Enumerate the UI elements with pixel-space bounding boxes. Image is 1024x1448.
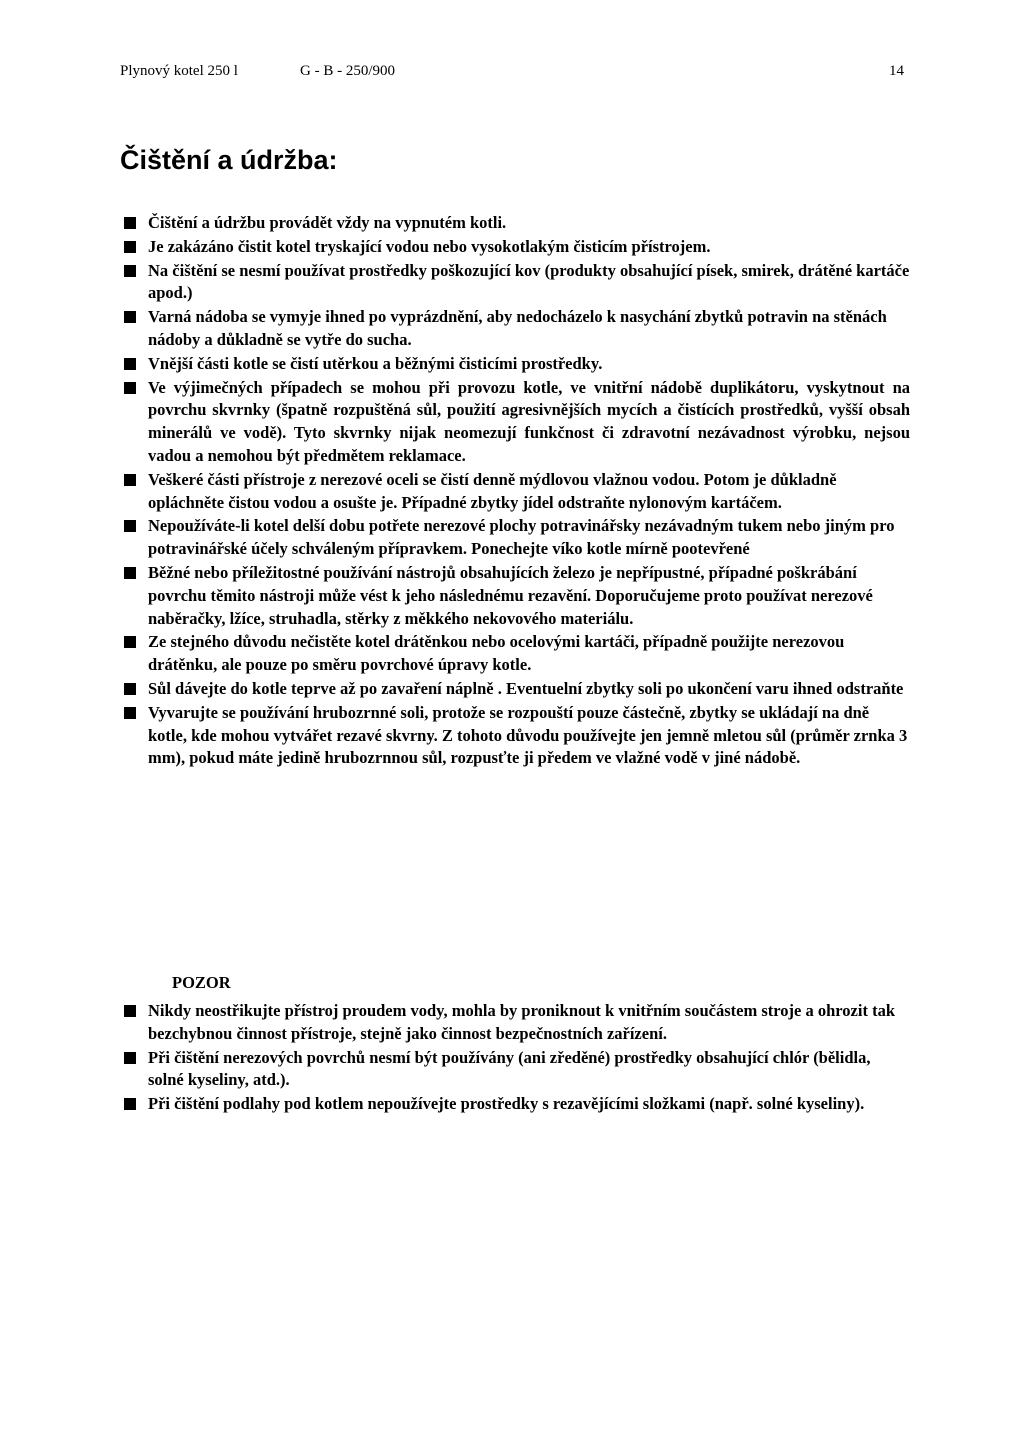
square-bullet-icon (124, 1098, 136, 1110)
list-item (124, 678, 910, 701)
header-model-number: G - B - 250/900 (300, 63, 395, 79)
list-item (124, 702, 910, 770)
list-item (124, 1047, 910, 1093)
list-item (124, 1093, 910, 1116)
list-item-text: Nikdy neostřikujte přístroj proudem vody, mohla by proniknout k vnitřním součástem stroje a ohrozit tak bezchybnou činnost přístroje, stejně jako činnost bezpečnostních zařízení. (148, 1001, 895, 1043)
list-item (124, 562, 910, 630)
square-bullet-icon (124, 636, 136, 648)
list-item-text: Veškeré části přístroje z nerezové oceli se čistí denně mýdlovou vlažnou vodou. Potom je důkladně opláchněte čistou vodou a osušte je. Případné zbytky jídel odstraňte nylonovým kartáčem. (148, 469, 837, 512)
list-item (124, 353, 910, 376)
warning-list (124, 1000, 910, 1117)
square-bullet-icon (124, 358, 136, 370)
list-item (124, 1000, 910, 1046)
square-bullet-icon (124, 241, 136, 253)
header-page-number: 14 (889, 63, 904, 79)
square-bullet-icon (124, 311, 136, 323)
warning-title: POZOR (172, 973, 231, 992)
list-item-text: Varná nádoba se vymyje ihned po vyprázdnění, aby nedocházelo k nasychání zbytků potravin na stěnách nádoby a důkladně se vytře do sucha. (148, 307, 887, 349)
list-item-text: Vnější části kotle se čistí utěrkou a běžnými čisticími prostředky. (148, 353, 603, 373)
square-bullet-icon (124, 707, 136, 719)
page-header (120, 63, 904, 85)
list-item-text: Vyvarujte se používání hrubozrnné soli, protože se rozpouští pouze částečně, zbytky se ukládají na dně kotle, kde mohou vytvářet rezavé skvrny. Z tohoto důvodu používejte jen jemně mletou sůl (průměr zrnka 3 mm), pokud máte jedině hrubozrnnou sůl, rozpusťte ji předem ve vlažné vodě v jiné nádobě. (148, 702, 908, 768)
list-item-text: Běžné nebo příležitostné používání nástrojů obsahujících železo je nepřípustné, případné poškrábání povrchu těmito nástroji může vést k jeho následnému rezavění. Doporučujeme proto používat nerezové naběračky, lžíce, struhadla, stěrky z měkkého nekovového materiálu. (148, 562, 873, 628)
square-bullet-icon (124, 520, 136, 532)
header-product-name: Plynový kotel 250 l (120, 63, 238, 79)
list-item-text: Čištění a údržbu provádět vždy na vypnutém kotli. (148, 213, 507, 232)
list-item-text: Při čištění nerezových povrchů nesmí být používány (ani zředěné) prostředky obsahující chlór (bělidla, solné kyseliny, atd.). (148, 1047, 871, 1090)
list-item-text: Ze stejného důvodu nečistěte kotel drátěnkou nebo ocelovými kartáči, případně použijte nerezovou drátěnku, ale pouze po směru povrchové úpravy kotle. (148, 632, 845, 675)
list-item-text: Je zakázáno čistit kotel tryskající vodou nebo vysokotlakým čisticím přístrojem. (148, 236, 711, 256)
list-item (124, 469, 910, 515)
square-bullet-icon (124, 217, 136, 229)
list-item (124, 377, 910, 468)
maintenance-list (124, 212, 910, 771)
square-bullet-icon (124, 265, 136, 277)
list-item-text: Na čištění se nesmí používat prostředky poškozující kov (produkty obsahující písek, smirek, drátěné kartáče apod.) (148, 260, 910, 303)
square-bullet-icon (124, 474, 136, 486)
section-title: Čištění a údržba: (120, 145, 338, 175)
square-bullet-icon (124, 1005, 136, 1017)
list-item-text: Při čištění podlahy pod kotlem nepoužívejte prostředky s rezavějícími složkami (např. solné kyseliny). (148, 1094, 865, 1114)
square-bullet-icon (124, 382, 136, 394)
list-item (124, 306, 910, 352)
list-item (124, 260, 910, 306)
list-item (124, 236, 910, 259)
list-item (124, 212, 910, 235)
square-bullet-icon (124, 567, 136, 579)
list-item (124, 515, 910, 561)
square-bullet-icon (124, 683, 136, 695)
square-bullet-icon (124, 1052, 136, 1064)
list-item-text: Ve výjimečných případech se mohou při provozu kotle, ve vnitřní nádobě duplikátoru, vyskytnout na povrchu skvrnky (špatně rozpuštěná sůl, použití agresivnějších mycích a čistících prostředků, vyšší obsah minerálů ve vodě). Tyto skvrnky nijak neomezují funkčnost či zdravotní nezávadnost výrobku, nejsou vadou a nemohou být předmětem reklamace. (148, 377, 910, 465)
list-item-text: Nepoužíváte-li kotel delší dobu potřete nerezové plochy potravinářsky nezávadným tukem nebo jiným pro potravinářské účely schváleným přípravkem. Ponechejte víko kotle mírně pootevřené (148, 516, 895, 559)
list-item (124, 631, 910, 677)
list-item-text: Sůl dávejte do kotle teprve až po zavaření náplně . Eventuelní zbytky soli po ukončení varu ihned odstraňte (148, 678, 904, 698)
